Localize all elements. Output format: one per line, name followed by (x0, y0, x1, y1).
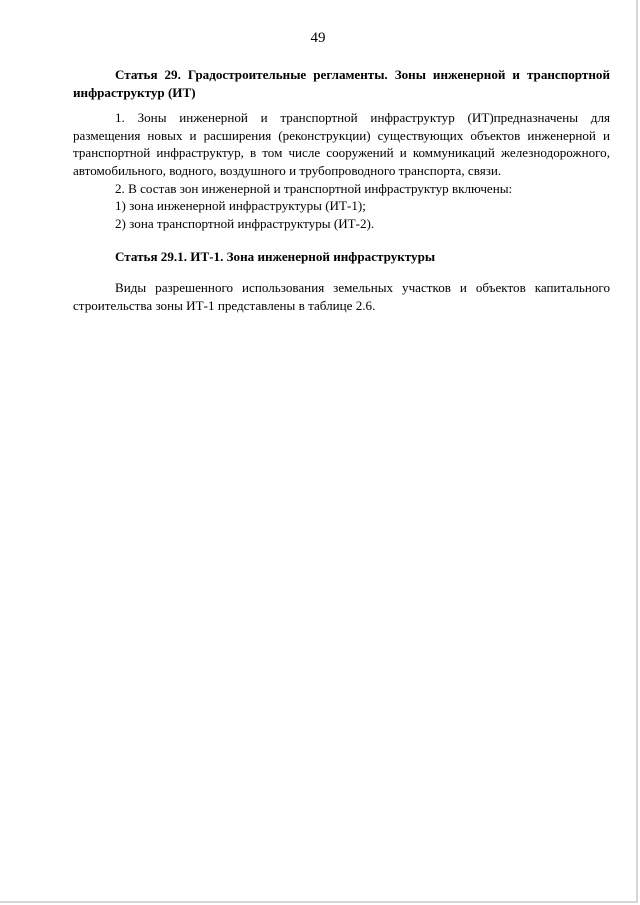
article-29-heading: Статья 29. Градостроительные регламенты. Зоны инженерной и транспортной инфраструктур (ИТ) (73, 67, 610, 100)
list-item: 2) зона транспортной инфраструктуры (ИТ-2). (115, 215, 375, 231)
article-29-1-heading: Статья 29.1. ИТ-1. Зона инженерной инфраструктуры (115, 249, 436, 265)
page-number: 49 (310, 30, 326, 46)
list-item: 1) зона инженерной инфраструктуры (ИТ-1); (115, 198, 366, 214)
page-content (73, 66, 610, 314)
article-29-1-paragraph: Виды разрешенного использования земельных участков и объектов капитального строительства зоны ИТ-1 представлены в таблице 2.6. (73, 279, 610, 313)
article-29-paragraph-1: 1. Зоны инженерной и транспортной инфраструктур (ИТ)предназначены для размещения новых и расширения (реконструкции) существующих объектов инженерной и транспортной инфраструктур, в том числе сооружений и коммуникаций железнодорожного, автомобильного, водного, воздушного и трубопроводного транспорта, связи. (73, 110, 610, 178)
article-29-paragraph-2: 2. В состав зон инженерной и транспортной инфраструктур включены: (115, 180, 513, 196)
